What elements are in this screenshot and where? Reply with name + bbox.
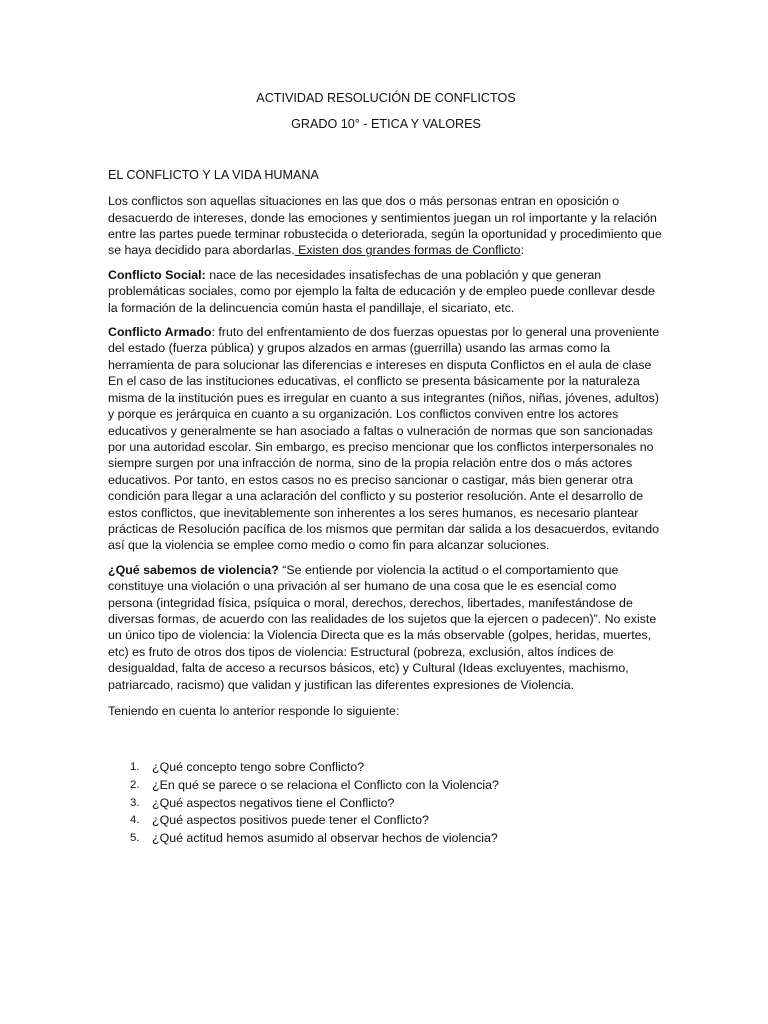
violence-text: “Se entiende por violencia la actitud o el comportamiento que constituye una violación o una privación al ser humano de una cosa que le es esencial como persona (integridad física, psíquica o moral, derechos, derechos, libertades, manifestándose de diversas formas, de acuerdo con las realidades de los sujetos que la ejercen o padecen)”. No existe un único tipo de violencia: la Violencia Directa que es la más observable (golpes, heridas, muertes, etc) es fruto de otros dos tipos de violencia: Estructural (pobreza, exclusión, altos índices de desigualdad, falta de acceso a recursos básicos, etc) y Cultural (Ideas excluyentes, machismo, patriarcado, racismo) que validan y justifican las diferentes expresiones de Violencia. bbox=[108, 562, 657, 692]
armed-conflict-label: Conflicto Armado bbox=[108, 325, 212, 340]
document-subtitle: GRADO 10° - ETICA Y VALORES bbox=[291, 117, 481, 132]
question-text: ¿En qué se parece o se relaciona el Conflicto con la Violencia? bbox=[152, 778, 499, 792]
question-item bbox=[108, 777, 664, 795]
question-item bbox=[108, 795, 664, 813]
questions-list bbox=[108, 759, 664, 847]
question-text: ¿Qué aspectos positivos puede tener el Conflicto? bbox=[152, 813, 429, 828]
question-item bbox=[108, 759, 664, 777]
question-text: ¿Qué actitud hemos asumido al observar hechos de violencia? bbox=[152, 830, 498, 845]
violence-label: ¿Qué sabemos de violencia? bbox=[108, 562, 279, 577]
intro-end: : bbox=[520, 243, 525, 258]
question-number: 5. bbox=[130, 831, 140, 844]
social-conflict-text: nace de las necesidades insatisfechas de una población y que generan problemáticas sociales, como por ejemplo la falta de educación y de empleo puede conllevar desde la formación de la delincuencia común hasta el pandillaje, el sicariato, etc. bbox=[108, 267, 655, 315]
section-heading: EL CONFLICTO Y LA VIDA HUMANA bbox=[108, 167, 319, 182]
questions-prompt: Teniendo en cuenta lo anterior responde lo siguiente: bbox=[108, 704, 400, 718]
question-item bbox=[108, 830, 664, 848]
question-text: ¿Qué aspectos negativos tiene el Conflicto? bbox=[152, 795, 395, 810]
document-content bbox=[108, 90, 664, 847]
social-conflict-paragraph bbox=[108, 267, 664, 316]
social-conflict-label: Conflicto Social: bbox=[108, 267, 206, 282]
question-number: 3. bbox=[130, 796, 140, 809]
armed-conflict-text: : fruto del enfrentamiento de dos fuerzas opuestas por lo general una proveniente del estado (fuerza pública) y grupos alzados en armas (guerrilla) usando las armas como la herramienta de para solucionar las diferencias e intereses en disputa Conflictos en el aula de clase En el caso de las instituciones educativas, el conflicto se presenta básicamente por la naturaleza misma de la institución pues es irregular en cuanto a sus integrantes (niños, niñas, jóvenes, adultos) y porque es jerárquica en cuanto a su organización. Los conflictos conviven entre los actores educativos y generalmente se han asociado a faltas o vulneración de normas que son sancionadas por una autoridad escolar. Sin embargo, es preciso mencionar que los conflictos interpersonales no siempre surgen por una infracción de norma, sino de la propia relación entre dos o más actores educativos. Por tanto, en estos casos no es preciso sancionar o castigar, más bien generar otra condición para llegar a una aclaración del conflicto y su posterior resolución. Ante el desarrollo de estos conflictos, que inevitablemente son inherentes a los seres humanos, es necesario plantear prácticas de Resolución pacífica de los mismos que permitan dar salida a los desacuerdos, evitando así que la violencia se emplee como medio o como fin para alcanzar soluciones. bbox=[108, 325, 660, 553]
violence-paragraph bbox=[108, 562, 664, 693]
intro-text: Los conflictos son aquellas situaciones en las que dos o más personas entran en oposición o desacuerdo de intereses, donde las emociones y sentimientos juegan un rol importante y la relación entre las partes puede terminar robustecida o deteriorada, según la oportunidad y procedimiento que se haya decidido para abordarlas. bbox=[108, 194, 662, 258]
intro-paragraph bbox=[108, 193, 664, 259]
question-number: 2. bbox=[130, 779, 140, 791]
intro-underlined-text: Existen dos grandes formas de Conflicto bbox=[294, 243, 521, 258]
question-item bbox=[108, 812, 664, 830]
question-number: 1. bbox=[130, 761, 140, 774]
question-number: 4. bbox=[130, 814, 140, 827]
document-title: ACTIVIDAD RESOLUCIÓN DE CONFLICTOS bbox=[256, 91, 516, 105]
question-text: ¿Qué concepto tengo sobre Conflicto? bbox=[152, 760, 365, 775]
armed-conflict-paragraph bbox=[108, 324, 664, 554]
